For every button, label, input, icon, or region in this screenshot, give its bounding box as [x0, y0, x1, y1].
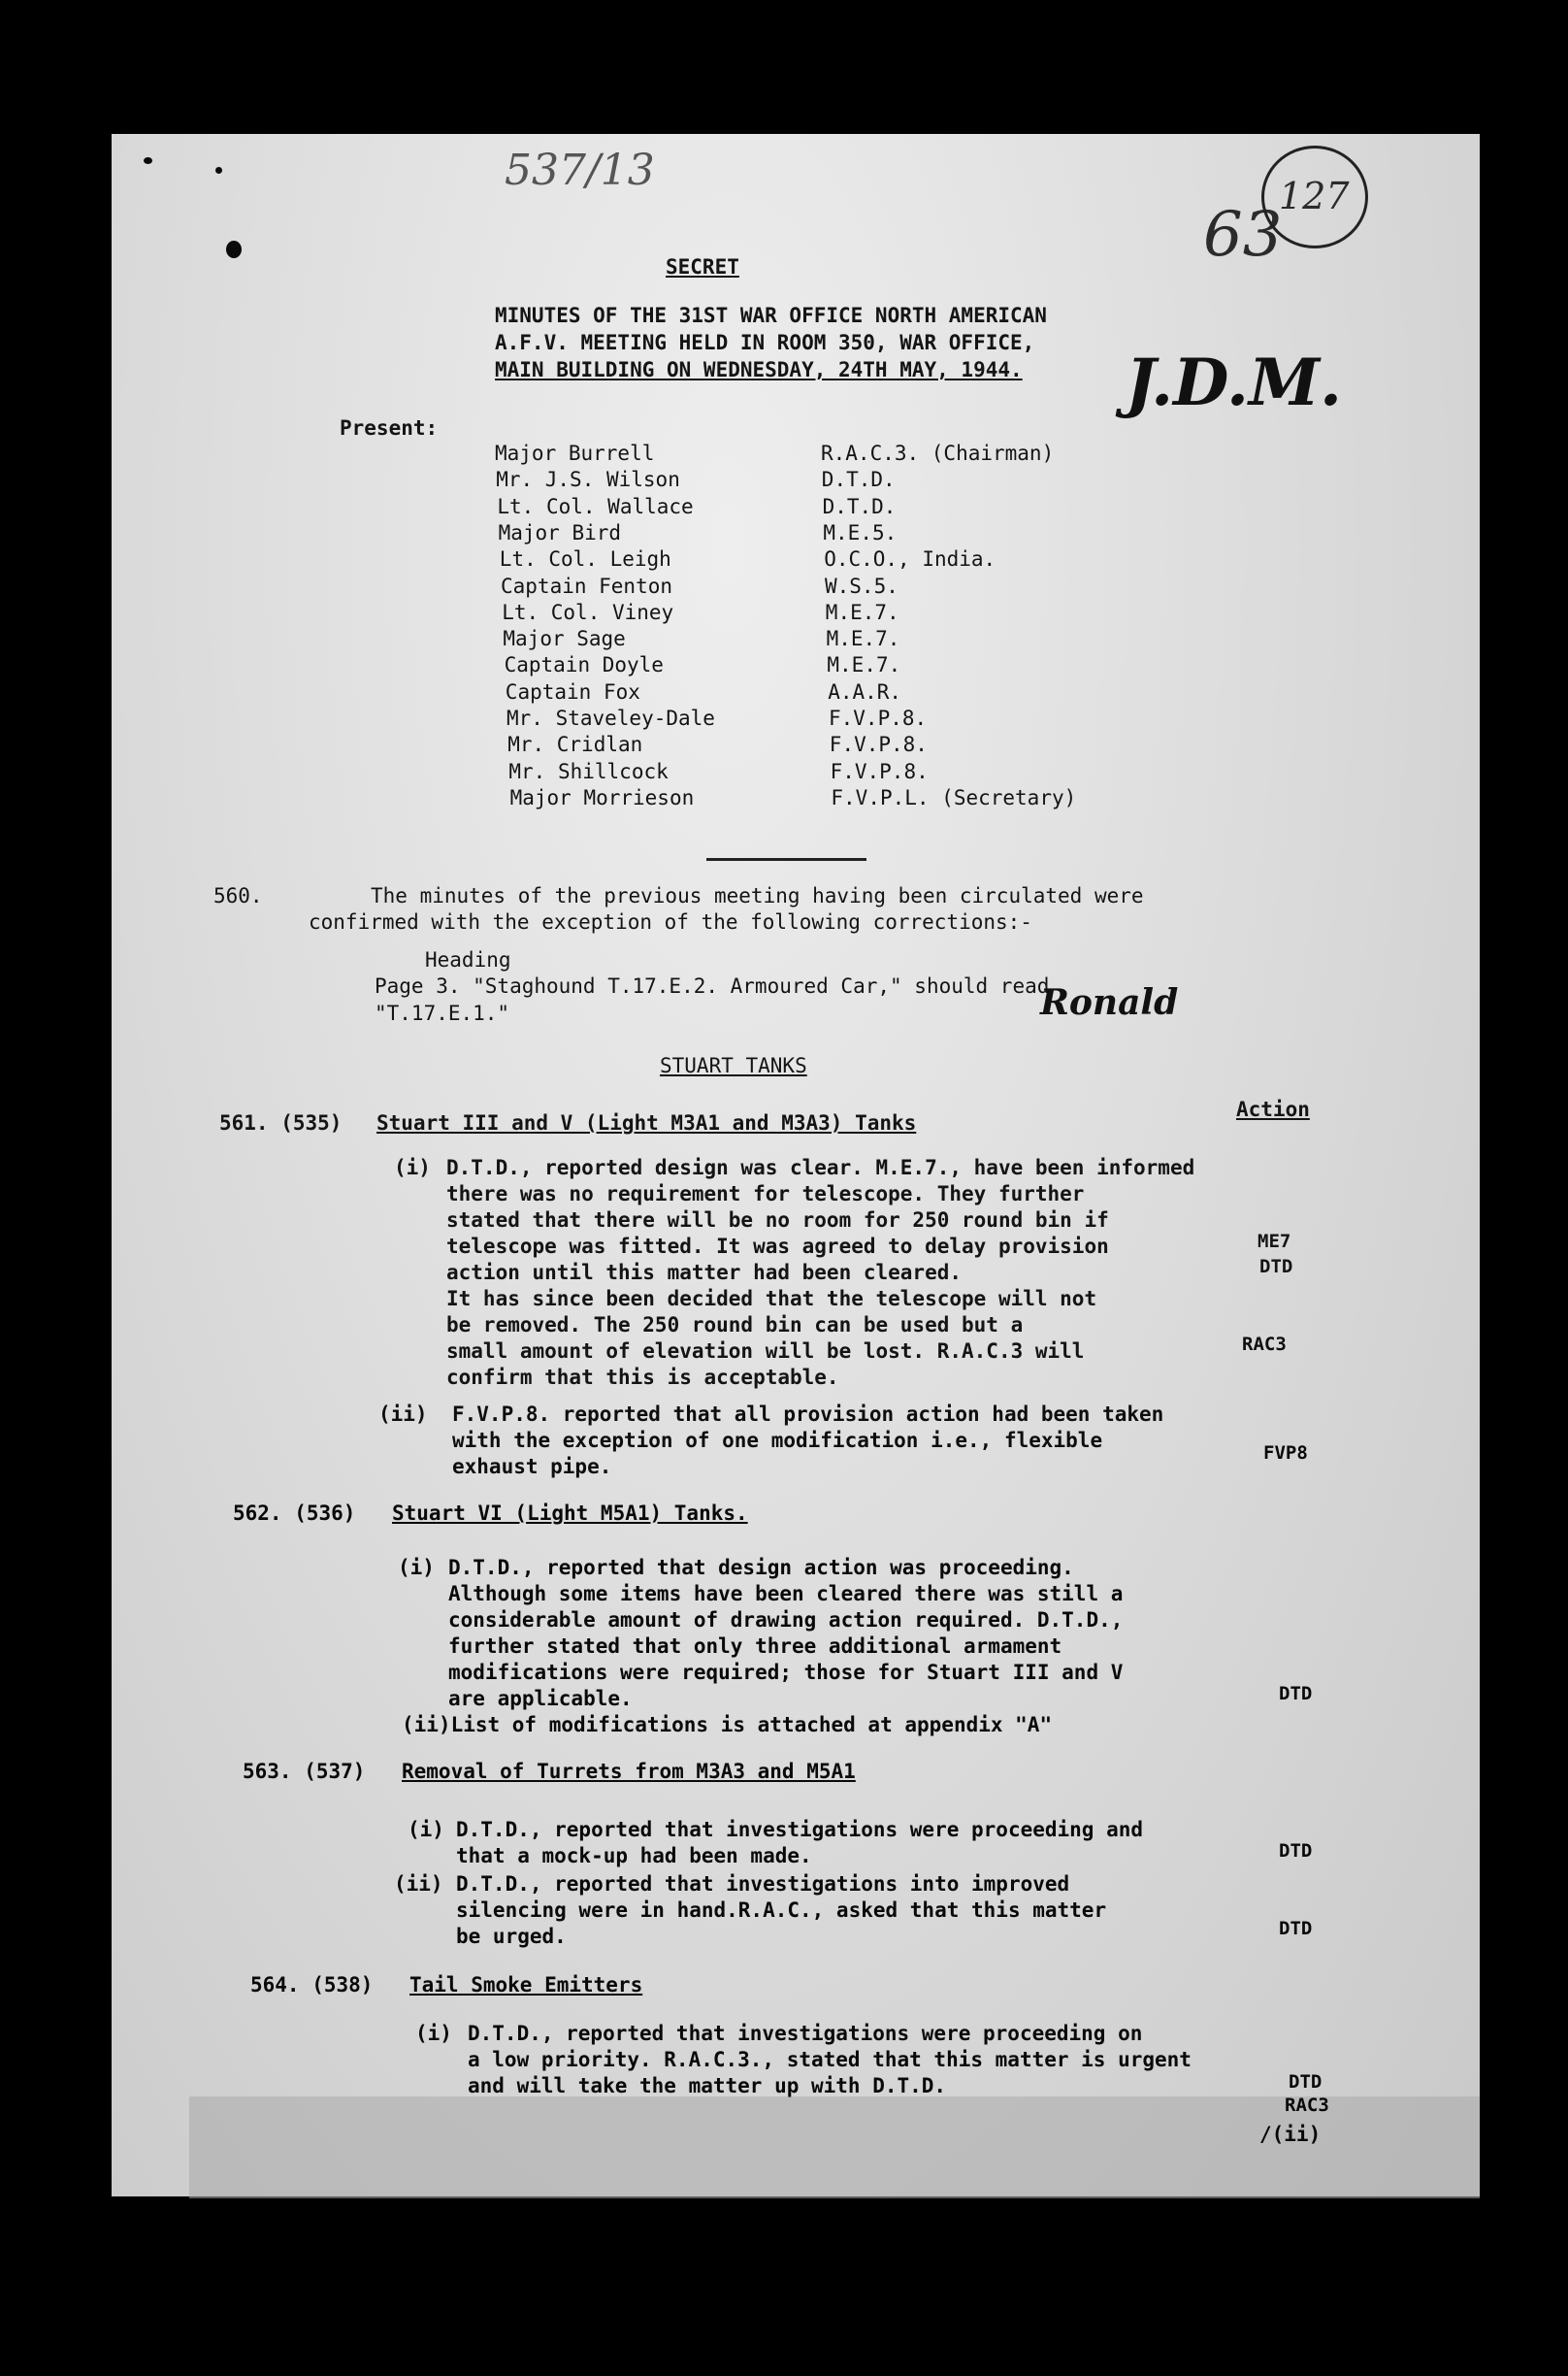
paragraph-line: small amount of elevation will be lost. R.A.C.3 will — [446, 1339, 1085, 1363]
attendee-branch: M.E.5. — [823, 520, 898, 544]
paragraph-line: silencing were in hand.R.A.C., asked that this matter — [456, 1898, 1107, 1922]
action-dtd: DTD — [1279, 1918, 1313, 1939]
ink-dot — [144, 157, 152, 164]
action-dtd: DTD — [1279, 1840, 1313, 1862]
item-560-correction-1: Page 3. "Staghound T.17.E.2. Armoured Car," should read — [375, 974, 1050, 998]
item-563-title: Removal of Turrets from M3A3 and M5A1 — [402, 1760, 856, 1783]
action-dtd: DTD — [1289, 2071, 1323, 2093]
item-561-sub-ii-label: (ii) — [378, 1402, 428, 1426]
attendee-name: Lt. Col. Leigh — [499, 547, 671, 572]
handwritten-signature: Ronald — [1040, 982, 1179, 1023]
item-562-title: Stuart VI (Light M5A1) Tanks. — [392, 1502, 748, 1525]
attendee-name: Major Bird — [498, 520, 622, 544]
item-562-sub-i-label: (i) — [398, 1556, 435, 1579]
item-564-sub-i-label: (i) — [415, 2022, 452, 2045]
folio-number: 63 — [1203, 199, 1283, 271]
item-563-sub-ii-label: (ii) — [394, 1872, 443, 1896]
paragraph-line: telescope was fitted. It was agreed to delay provision — [446, 1235, 1109, 1258]
paragraph-line: be removed. The 250 round bin can be used but a — [446, 1313, 1024, 1336]
item-562-number: 562. (536) — [233, 1502, 356, 1525]
paragraph-line: D.T.D., reported design was clear. M.E.7., have been informed — [446, 1156, 1195, 1179]
paragraph-line: that a mock-up had been made. — [456, 1844, 812, 1867]
paragraph-line: and will take the matter up with D.T.D. — [468, 2074, 947, 2097]
item-561-sub-i-label: (i) — [394, 1156, 431, 1179]
paragraph-line: D.T.D., reported that investigations were proceeding and — [456, 1818, 1144, 1841]
attendee-name: Captain Fox — [505, 679, 640, 704]
attendee-branch: F.V.P.8. — [829, 733, 928, 757]
paragraph-line: D.T.D., reported that design action was proceeding. — [448, 1556, 1074, 1579]
attendee-branch: F.V.P.8. — [830, 759, 929, 783]
attendee-name: Major Morrieson — [509, 785, 695, 809]
action-rac3: RAC3 — [1285, 2095, 1329, 2116]
paragraph-line: are applicable. — [448, 1687, 633, 1710]
attendee-name: Captain Doyle — [504, 653, 664, 677]
circled-folio-number: 127 — [1279, 175, 1350, 217]
handwritten-initials: J.D.M. — [1126, 345, 1342, 420]
attendee-name: Captain Fenton — [501, 574, 673, 598]
action-dtd: DTD — [1279, 1683, 1313, 1704]
present-label: Present: — [340, 416, 439, 440]
action-fvp8: FVP8 — [1263, 1442, 1308, 1464]
item-560-line-1: The minutes of the previous meeting having been circulated were — [371, 884, 1144, 908]
attendee-name: Mr. J.S. Wilson — [496, 468, 680, 492]
separator-rule — [706, 858, 866, 861]
attendee-branch: A.A.R. — [828, 679, 902, 704]
item-563-number: 563. (537) — [243, 1760, 366, 1783]
action-me7: ME7 — [1258, 1231, 1291, 1252]
section-title: STUART TANKS — [660, 1054, 807, 1077]
attendee-name: Major Burrell — [495, 442, 655, 465]
paragraph-line: there was no requirement for telescope. They further — [446, 1182, 1085, 1205]
attendee-branch: M.E.7. — [827, 653, 901, 677]
ink-dot — [226, 241, 242, 258]
attendee-name: Mr. Cridlan — [507, 733, 643, 757]
attendee-name: Lt. Col. Viney — [502, 600, 674, 624]
attendee-branch: M.E.7. — [826, 627, 900, 651]
item-562-sub-ii: (ii)List of modifications is attached at appendix "A" — [402, 1713, 1053, 1736]
attendee-name: Lt. Col. Wallace — [497, 494, 694, 518]
paragraph-line: further stated that only three additional armament — [448, 1634, 1062, 1658]
item-564-title: Tail Smoke Emitters — [409, 1973, 643, 1996]
paragraph-line: stated that there will be no room for 250 round bin if — [446, 1208, 1109, 1232]
attendee-branch: M.E.7. — [825, 600, 899, 624]
attendee-name: Major Sage — [503, 627, 626, 651]
security-classification: SECRET — [666, 255, 739, 279]
paragraph-line: confirm that this is acceptable. — [446, 1366, 839, 1389]
ink-dot — [215, 167, 222, 174]
continuation-marker: /(ii) — [1259, 2123, 1322, 2146]
action-dtd: DTD — [1259, 1256, 1293, 1277]
attendee-branch: D.T.D. — [822, 494, 897, 518]
title-line-1: MINUTES OF THE 31ST WAR OFFICE NORTH AMERICAN — [495, 304, 1047, 327]
attendee-name: Mr. Shillcock — [508, 759, 669, 783]
action-column-header: Action — [1236, 1098, 1310, 1121]
attendee-branch: R.A.C.3. (Chairman) — [821, 442, 1055, 465]
item-561-title: Stuart III and V (Light M3A1 and M3A3) Tanks — [376, 1111, 917, 1135]
paragraph-line: F.V.P.8. reported that all provision action had been taken — [452, 1402, 1164, 1426]
title-line-2: A.F.V. MEETING HELD IN ROOM 350, WAR OFFICE, — [495, 331, 1035, 354]
paragraph-line: It has since been decided that the telescope will not — [446, 1287, 1097, 1310]
archive-reference: 537/13 — [505, 146, 655, 195]
paragraph-line: D.T.D., reported that investigations were proceeding on — [468, 2022, 1143, 2045]
item-563-sub-i-label: (i) — [408, 1818, 444, 1841]
paragraph-line: Although some items have been cleared there was still a — [448, 1582, 1124, 1605]
paragraph-line: a low priority. R.A.C.3., stated that this matter is urgent — [468, 2048, 1192, 2071]
item-560-line-2: confirmed with the exception of the following corrections:- — [309, 910, 1032, 934]
attendee-name: Mr. Staveley-Dale — [506, 707, 715, 730]
paragraph-line: exhaust pipe. — [452, 1455, 612, 1478]
attendee-branch: W.S.5. — [825, 574, 898, 598]
item-561-number: 561. (535) — [219, 1111, 343, 1135]
attendee-branch: F.V.P.8. — [829, 707, 928, 730]
item-560-heading: Heading — [425, 948, 511, 972]
paragraph-line: considerable amount of drawing action required. D.T.D., — [448, 1608, 1124, 1632]
item-560-number: 560. — [213, 884, 263, 908]
attendee-branch: O.C.O., India. — [824, 547, 996, 572]
title-line-3: MAIN BUILDING ON WEDNESDAY, 24TH MAY, 1944. — [495, 358, 1023, 381]
paragraph-line: modifications were required; those for Stuart III and V — [448, 1661, 1124, 1684]
paragraph-line: be urged. — [456, 1925, 567, 1948]
paragraph-line: with the exception of one modification i.e., flexible — [452, 1429, 1103, 1452]
attendee-branch: F.V.P.L. (Secretary) — [831, 785, 1077, 809]
attendee-branch: D.T.D. — [821, 468, 896, 492]
item-560-correction-2: "T.17.E.1." — [375, 1002, 510, 1025]
item-564-number: 564. (538) — [250, 1973, 374, 1996]
paragraph-line: action until this matter had been cleared. — [446, 1261, 963, 1284]
paragraph-line: D.T.D., reported that investigations into improved — [456, 1872, 1070, 1896]
action-rac3: RAC3 — [1242, 1334, 1287, 1355]
